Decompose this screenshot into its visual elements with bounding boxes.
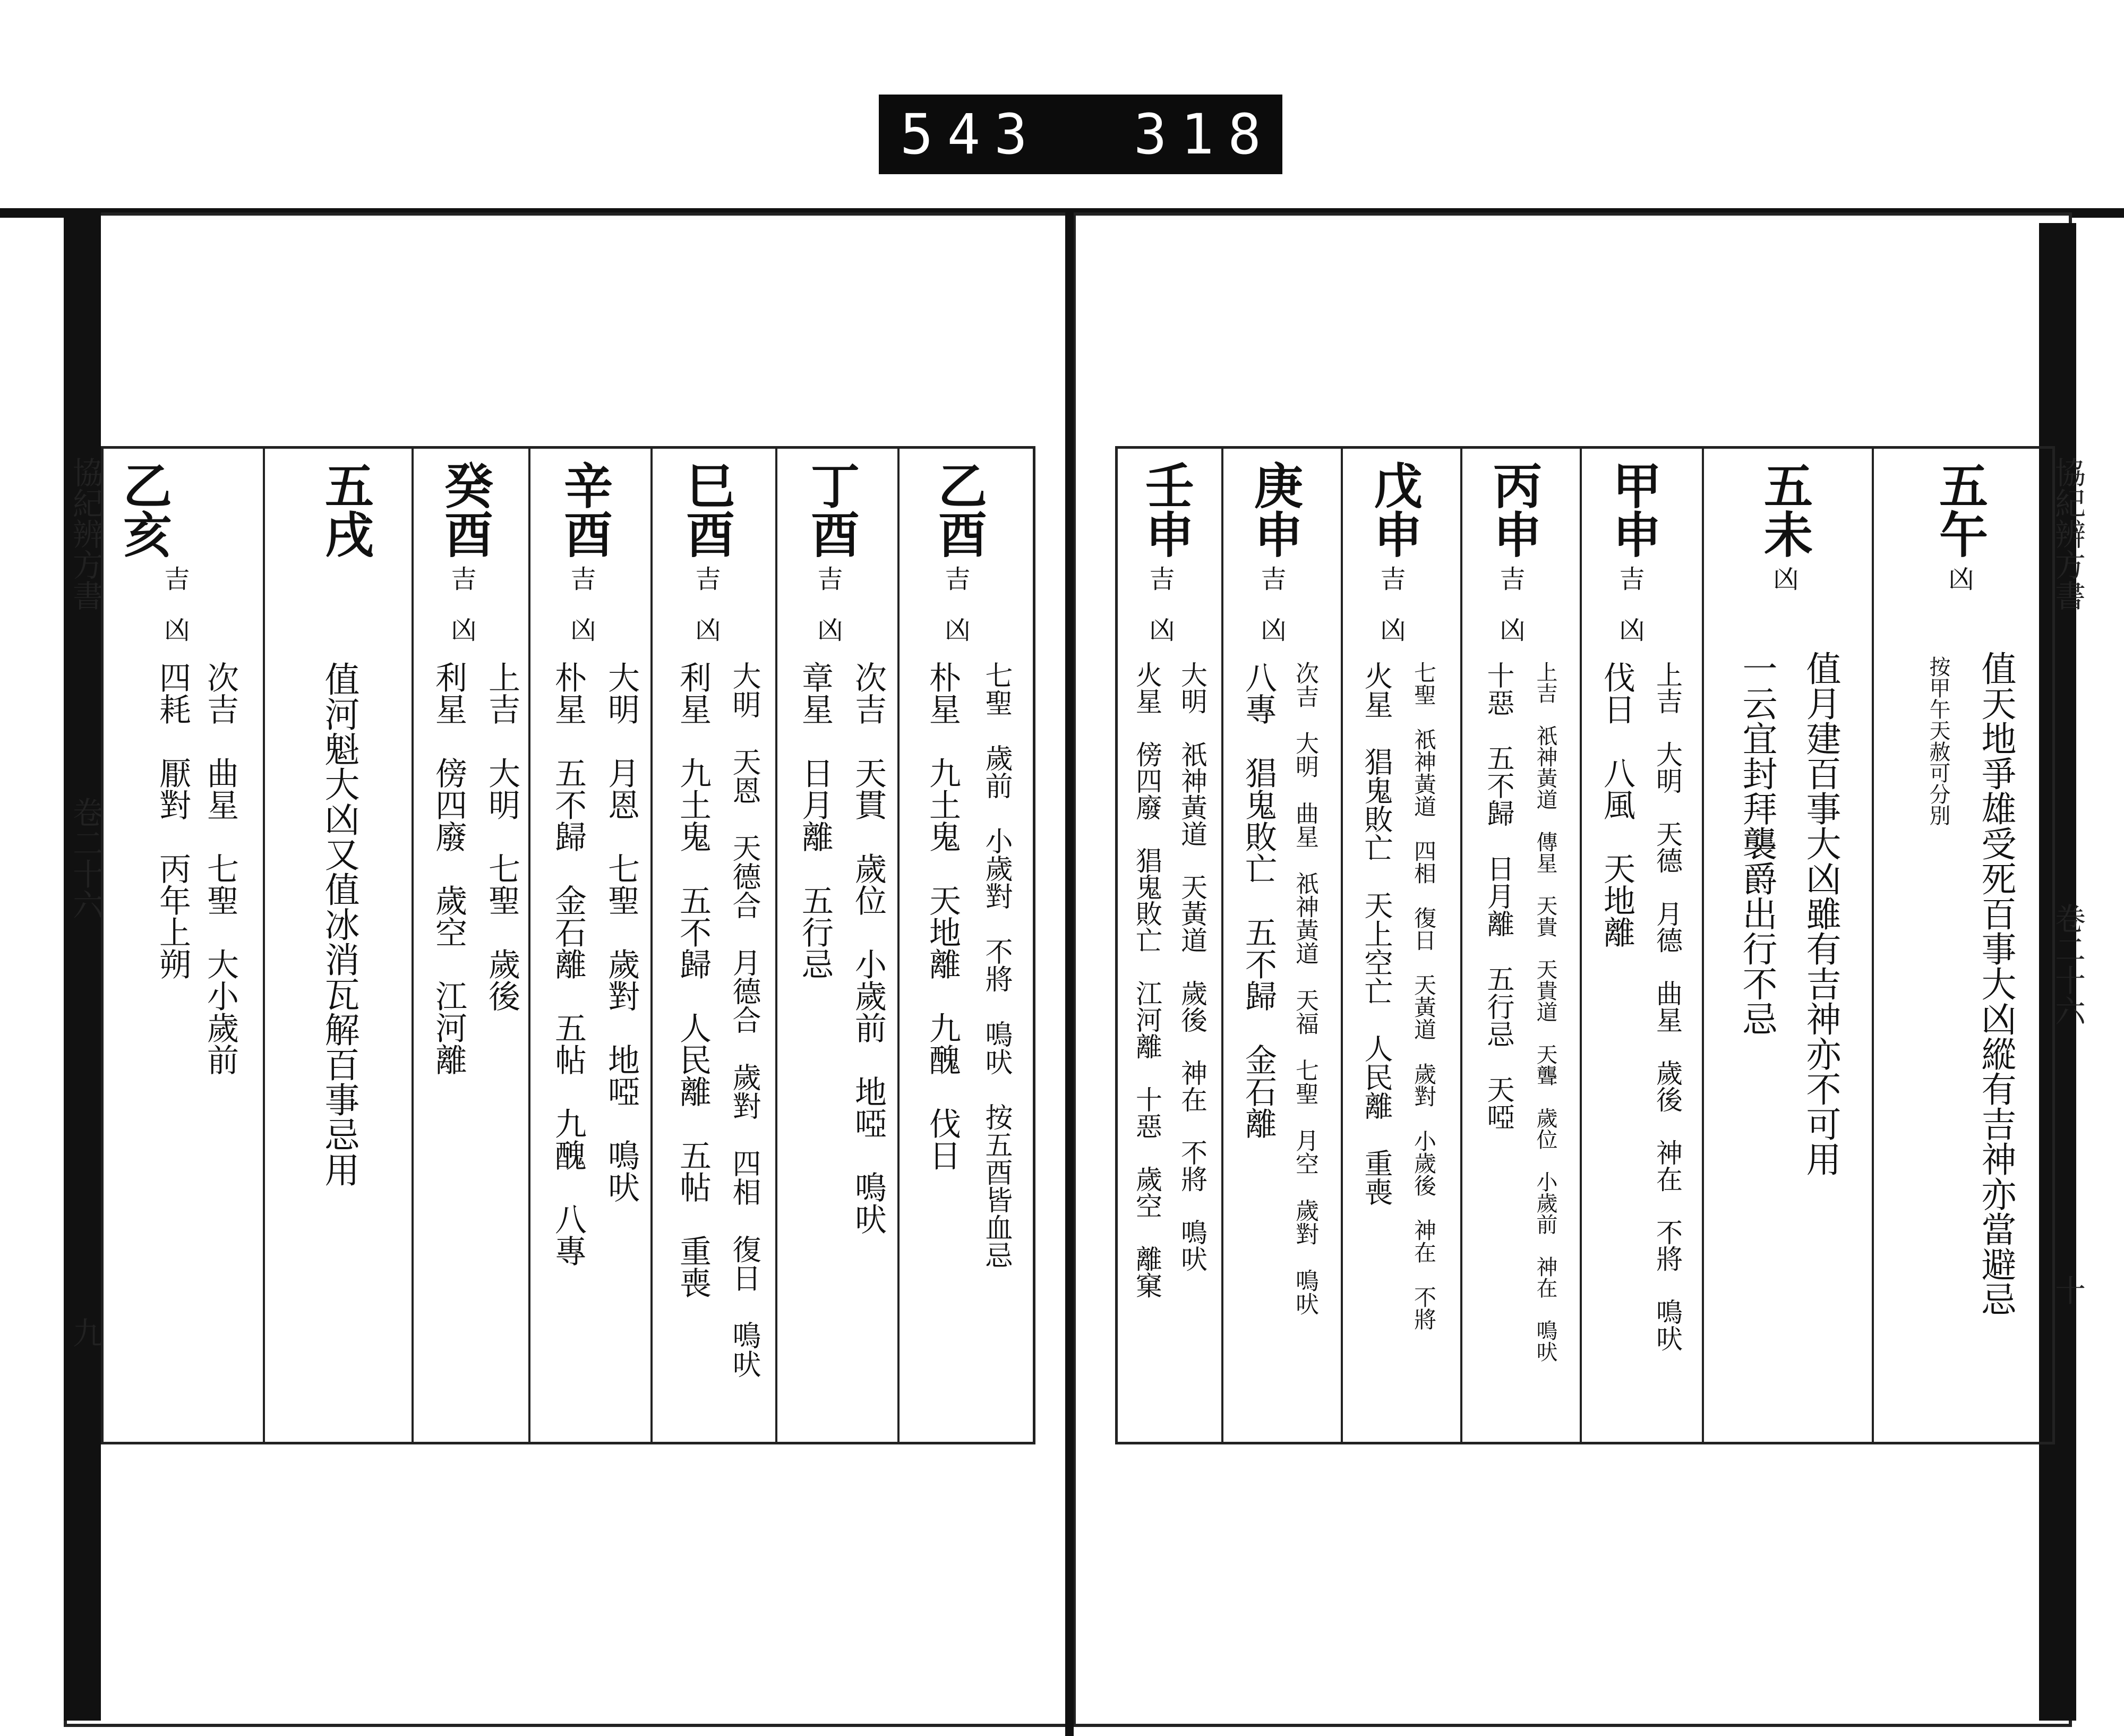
entry-line: 次吉 大明 曲星 祇神黃道 天福 七聖 月空 歲對 鳴吠 xyxy=(1291,661,1318,1315)
entry-siyou xyxy=(650,449,775,1442)
right-margin-page: 十 xyxy=(2050,1275,2086,1305)
entry-bingshen xyxy=(1460,449,1580,1442)
film-label-right: 318. xyxy=(1134,102,1322,167)
entry-line: 值河魁大凶又值冰消瓦解百事忌用 xyxy=(319,661,359,1187)
entry-line: 十惡 五不歸 日月離 五行忌 天啞 xyxy=(1482,661,1514,1131)
entry-head: 五午 xyxy=(1931,460,1989,558)
entry-wuwu xyxy=(1872,449,2052,1442)
entry-line: 火星 猖鬼敗亡 天上空亡 人民離 重喪 xyxy=(1360,661,1393,1206)
entry-line: 大明 天恩 天德合 月德合 歲對 四相 復日 鳴吠 xyxy=(728,661,761,1378)
entry-line: 一云宜封拜襲爵出行不忌 xyxy=(1736,651,1777,1036)
entry-line: 次吉 曲星 七聖 大小歲前 xyxy=(202,661,239,1075)
entry-wuxu xyxy=(263,449,412,1442)
entry-tags: 吉 凶 xyxy=(813,566,843,642)
left-page-edge xyxy=(64,212,104,1721)
entry-tags: 吉 凶 xyxy=(1145,566,1175,642)
entry-line: 上吉 大明 天德 月德 曲星 歲後 神在 不將 鳴吠 xyxy=(1652,661,1683,1352)
entry-line: 利星 九土鬼 五不歸 人民離 五帖 重喪 xyxy=(674,661,712,1298)
entry-line: 章星 日月離 五行忌 xyxy=(796,661,834,980)
entry-tags: 吉 凶 xyxy=(1615,566,1645,642)
entry-head: 丙申 xyxy=(1485,460,1543,558)
entry-yiyou xyxy=(897,449,1033,1442)
entry-guiyou xyxy=(412,449,528,1442)
entry-tags: 吉 凶 xyxy=(160,566,190,642)
entry-line: 上吉 大明 七聖 歲後 xyxy=(483,661,520,1012)
book-spine xyxy=(1065,212,1074,1736)
film-label xyxy=(879,95,1322,174)
entry-line: 四耗 厭對 丙年上朔 xyxy=(154,661,191,980)
right-margin-section: 卷二十六 xyxy=(2050,903,2086,1026)
entry-head: 戊申 xyxy=(1366,460,1423,558)
left-margin-title: 協紀辨方書 xyxy=(67,457,104,611)
entry-head: 壬申 xyxy=(1137,460,1195,558)
entry-line: 七聖 歲前 小歲對 不將 鳴吠 按五酉皆血忌 xyxy=(980,661,1012,1269)
entry-head: 庚申 xyxy=(1246,460,1304,558)
entry-head: 五未 xyxy=(1756,460,1813,558)
entry-line: 利星 傍四廢 歲空 江河離 xyxy=(430,661,467,1075)
entry-line: 大明 祇神黃道 天黃道 歲後 神在 不將 鳴吠 xyxy=(1177,661,1207,1272)
entry-wushen xyxy=(1341,449,1460,1442)
entry-head: 辛酉 xyxy=(556,460,613,558)
entry-tags: 吉 凶 xyxy=(1495,566,1525,642)
film-label-left: 543 xyxy=(900,102,1041,167)
entry-line: 八專 猖鬼敗亡 五不歸 金石離 xyxy=(1240,661,1277,1139)
entry-jiashen xyxy=(1580,449,1702,1442)
entry-renshen xyxy=(1118,449,1221,1442)
entry-tags: 凶 xyxy=(1944,566,1974,591)
entry-head: 丁酉 xyxy=(803,460,860,558)
entry-tags: 吉 凶 xyxy=(566,566,596,642)
entry-tags: 吉 凶 xyxy=(1256,566,1286,642)
entry-tags: 吉 凶 xyxy=(940,566,970,642)
entry-line: 伐日 八風 天地離 xyxy=(1598,661,1635,948)
left-text-frame xyxy=(101,446,1035,1444)
entry-xinyou xyxy=(528,449,650,1442)
entry-dingyou xyxy=(775,449,897,1442)
entry-line: 火星 傍四廢 猖鬼敗亡 江河離 十惡 歲空 離窠 xyxy=(1132,661,1162,1298)
entry-gengshen xyxy=(1221,449,1341,1442)
entry-line: 上吉 祇神黃道 傳星 天貴 天貴道 天聾 歲位 小歲前 神在 鳴吠 xyxy=(1533,661,1557,1362)
right-text-frame xyxy=(1115,446,2055,1444)
entry-wuwei xyxy=(1702,449,1872,1442)
entry-yihai xyxy=(104,449,263,1442)
entry-tags: 吉 凶 xyxy=(691,566,721,642)
entry-head: 乙酉 xyxy=(930,460,988,558)
right-margin-title: 協紀辨方書 xyxy=(2050,457,2086,611)
entry-line: 大明 月恩 七聖 歲對 地啞 鳴吠 xyxy=(603,661,640,1203)
entry-line: 次吉 天貫 歲位 小歲前 地啞 鳴吠 xyxy=(850,661,887,1235)
entry-line: 值月建百事大凶雖有吉神亦不可用 xyxy=(1800,651,1841,1176)
entry-tags: 吉 凶 xyxy=(447,566,476,642)
entry-line: 朴星 九土鬼 天地離 九醜 伐日 xyxy=(924,661,961,1171)
entry-note: 按甲午天赦可分別 xyxy=(1926,656,1950,826)
entry-line: 七聖 祇神黃道 四相 復日 天黃道 歲對 小歲後 神在 不將 xyxy=(1411,661,1437,1330)
entry-line: 朴星 五不歸 金石離 五帖 九醜 八專 xyxy=(550,661,587,1267)
entry-head: 甲申 xyxy=(1605,460,1662,558)
entry-head: 五戌 xyxy=(317,460,374,558)
left-margin-page: 九 xyxy=(67,1317,104,1348)
entry-line: 值天地爭雄受死百事大凶縱有吉神亦當避忌 xyxy=(1975,651,2016,1316)
entry-head: 乙亥 xyxy=(115,460,173,558)
entry-tags: 吉 凶 xyxy=(1376,566,1406,642)
entry-head: 癸酉 xyxy=(436,460,494,558)
entry-tags: 凶 xyxy=(1769,566,1798,591)
left-margin-section: 卷二十六 xyxy=(67,797,104,920)
entry-head: 巳酉 xyxy=(678,460,735,558)
